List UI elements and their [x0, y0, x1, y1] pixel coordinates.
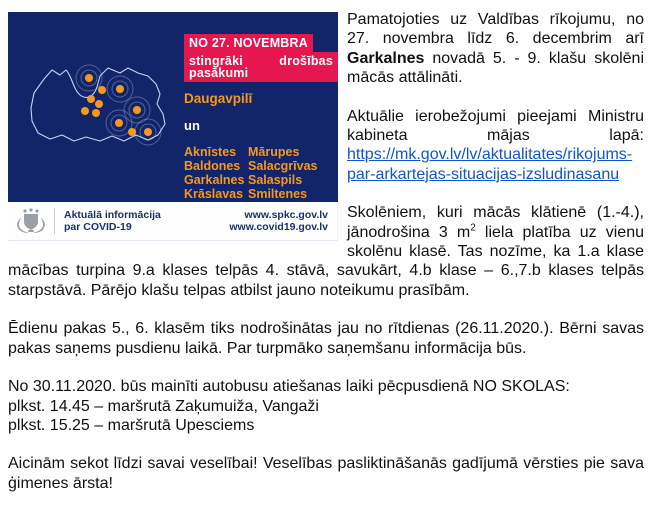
- infographic-footer: [8, 202, 338, 241]
- square-meter-superscript: 2: [470, 222, 476, 234]
- conjunction-un: un: [184, 117, 200, 133]
- infographic-text-block: [184, 34, 338, 202]
- infographic-map-panel: [8, 12, 338, 202]
- municipality-name: Smiltenes: [248, 187, 308, 202]
- bus-route-1525: plkst. 15.25 – maršrutā Upesciems: [8, 416, 255, 434]
- banner-line1: NO 27. NOVEMBRA: [184, 34, 313, 52]
- paragraph3-text-end: liela platība uz vienu skolēnu klasē. Tas nozīme, ka 1.a klase mācības turpina 9.a klases telpās 4. stāvā, savukārt, 4.b klase – 6.,7.b klases telpās starpstāvā. Pārējo klašu telpas atbilst jauno noteikumu prasībām.: [8, 223, 644, 299]
- municipality-name: [248, 201, 318, 202]
- municipality-column-1: [184, 145, 248, 202]
- municipality-columns: [184, 145, 338, 202]
- map-dot: [85, 74, 93, 82]
- coat-of-arms-icon: [17, 208, 45, 235]
- municipality-column-2: [248, 145, 318, 202]
- map-dot: [144, 128, 152, 136]
- footer-label-line1: Aktuālā informācija: [64, 208, 161, 221]
- map-dot: [95, 100, 103, 108]
- bus-route-1445: plkst. 14.45 – maršrutā Zaķumuiža, Vangaži: [8, 397, 319, 415]
- paragraph1-text: Pamatojoties uz Valdības rīkojumu, no 27. novembra līdz 6. decembrim arī: [347, 11, 644, 48]
- municipality-list: [248, 145, 318, 202]
- paragraph1-bold-garkalnes: Garkalnes: [347, 49, 425, 67]
- city-daugavpils: Daugavpilī: [184, 90, 253, 106]
- map-dot: [98, 86, 106, 94]
- municipality-name: Salacgrīvas: [248, 159, 318, 174]
- footer-label-line2: par COVID-19: [64, 221, 132, 233]
- mk-gov-link[interactable]: https://mk.gov.lv/lv/aktualitates/rikojums-par-arkartejas-situacijas-izsludinasanu: [347, 146, 633, 183]
- paragraph1-text-end: novadā 5. - 9. klašu skolēni mācās attālināti.: [347, 49, 644, 87]
- banner-line2: stingrāki drošības pasākumi: [184, 52, 338, 82]
- paragraph-health-reminder: Aicinām sekot līdzi savai veselībai! Veselības pasliktināšanās gadījumā vērsties pie sava ģimenes ārsta!: [8, 455, 644, 492]
- map-dot: [81, 107, 89, 115]
- footer-url-spkc: www.spkc.gov.lv: [244, 208, 328, 221]
- paragraph3-text: Skolēniem, kuri mācās klātienē (1.-4.), jānodrošina 3 m: [347, 204, 644, 241]
- municipality-name: Aknīstes: [184, 145, 237, 160]
- footer-divider: [54, 208, 55, 234]
- paragraph2-text: Aktuālie ierobežojumi pieejami Ministru kabineta mājas lapā:: [347, 107, 644, 145]
- footer-urls: [229, 209, 328, 234]
- municipality-name: Krāslavas: [184, 187, 244, 202]
- paragraph-bus-schedule: [8, 377, 644, 435]
- municipality-name: Mārupes: [248, 145, 300, 160]
- municipality-name: Salaspils: [248, 173, 303, 188]
- map-dot: [87, 95, 95, 103]
- map-dot: [115, 119, 123, 127]
- latvia-map: [24, 54, 176, 158]
- footer-url-covid19: www.covid19.gov.lv: [229, 221, 328, 233]
- municipality-name: Baldones: [184, 159, 241, 174]
- municipality-name: [184, 201, 248, 202]
- bus-schedule-intro: No 30.11.2020. būs mainīti autobusu atiešanas laiki pēcpusdienā NO SKOLAS:: [8, 378, 570, 396]
- paragraph-food-packages: Ēdienu pakas 5., 6. klasēm tiks nodrošinātas jau no rītdienas (26.11.2020.). Bērni savas pakas saņems pusdienu laikā. Par turpmāko saņemšanu informācija būs.: [8, 320, 644, 357]
- map-dot: [116, 85, 124, 93]
- map-dot: [133, 106, 141, 114]
- covid-infographic-image: [8, 12, 338, 241]
- municipality-name: Garkalnes: [184, 173, 245, 188]
- map-dot: [92, 109, 100, 117]
- footer-label: [64, 209, 161, 234]
